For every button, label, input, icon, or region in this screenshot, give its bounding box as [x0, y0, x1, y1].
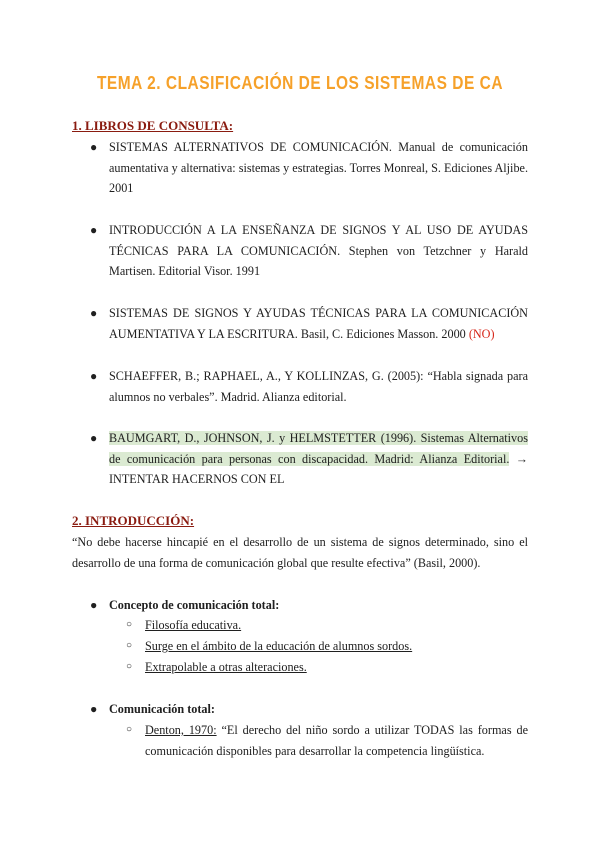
bullet-icon: ● — [90, 431, 98, 445]
sub-item-text: Filosofía educativa. — [145, 618, 242, 632]
sub-list-item — [126, 720, 528, 761]
section-heading-introduccion: 2. INTRODUCCIÓN: — [72, 513, 195, 528]
list-item — [90, 220, 528, 282]
sub-list-item — [126, 615, 528, 636]
sub-item-text: “El derecho del niño sordo a utilizar TODAS las formas de comunicación disponibles para desarrollar la competencia lingüística. — [145, 723, 528, 758]
circle-bullet-icon: ○ — [126, 661, 133, 672]
citation-ref: Denton, 1970: — [145, 723, 217, 737]
circle-bullet-icon: ○ — [126, 640, 133, 651]
total-label: Comunicación total: — [109, 702, 215, 716]
book-title: SISTEMAS DE SIGNOS Y AYUDAS TÉCNICAS PARA LA COMUNICACIÓN AUMENTATIVA Y LA ESCRITURA. — [109, 306, 528, 341]
bullet-icon: ● — [90, 598, 98, 612]
concept-label: Concepto de comunicación total: — [109, 598, 280, 612]
list-item — [90, 303, 528, 344]
sub-item-text: Extrapolable a otras alteraciones. — [145, 660, 307, 674]
book-title: INTRODUCCIÓN A LA ENSEÑANZA DE SIGNOS Y AL USO DE AYUDAS TÉCNICAS PARA LA COMUNICACIÓN. — [109, 223, 528, 258]
bullet-icon: ● — [90, 140, 98, 154]
circle-bullet-icon: ○ — [126, 724, 133, 735]
list-item — [90, 702, 215, 717]
highlighted-reference: BAUMGART, D., JOHNSON, J. y HELMSTETTER (1996). Sistemas Alternativos de comunicación para personas con discapacidad. Madrid: Alianza Editorial. — [109, 431, 528, 466]
section-heading-libros: 1. LIBROS DE CONSULTA: — [72, 118, 234, 133]
intro-quote: “No debe hacerse hincapié en el desarrollo de un sistema de signos determinado, sino el desarrollo de una forma de comunicación global que resulte efectiva” (Basil, 2000). — [72, 535, 528, 570]
book-details: Basil, C. Ediciones Masson. 2000 — [297, 326, 469, 341]
sub-list-item — [126, 636, 528, 657]
book-details: Manual de comunicación aumentativa y alternativa: sistemas y estrategias. Torres Monreal, S. Ediciones Aljibe. 2001 — [109, 140, 528, 195]
bullet-icon: ● — [90, 369, 98, 383]
book-details: Stephen von Tetzchner y Harald Martisen. Editorial Visor. 1991 — [109, 243, 528, 278]
book-title: SISTEMAS ALTERNATIVOS DE COMUNICACIÓN. — [109, 140, 392, 154]
bullet-icon: ● — [90, 306, 98, 320]
bullet-icon: ● — [90, 223, 98, 237]
list-item — [90, 366, 528, 407]
list-item — [90, 137, 528, 199]
book-details: → INTENTAR HACERNOS CON EL — [109, 451, 528, 486]
circle-bullet-icon: ○ — [126, 619, 133, 630]
page-title: TEMA 2. CLASIFICACIÓN DE LOS SISTEMAS DE CA — [96, 73, 504, 93]
book-title: SCHAEFFER, B.; RAPHAEL, A., Y KOLLINZAS, G. (2005): “Habla signada para alumnos no verbales”. Madrid. Alianza editorial. — [109, 369, 528, 404]
no-note: (NO) — [468, 326, 495, 341]
list-item — [90, 598, 279, 613]
sub-list-item — [126, 657, 528, 678]
list-item — [90, 428, 528, 490]
sub-item-text: Surge en el ámbito de la educación de alumnos sordos. — [145, 639, 413, 653]
bullet-icon: ● — [90, 702, 98, 716]
